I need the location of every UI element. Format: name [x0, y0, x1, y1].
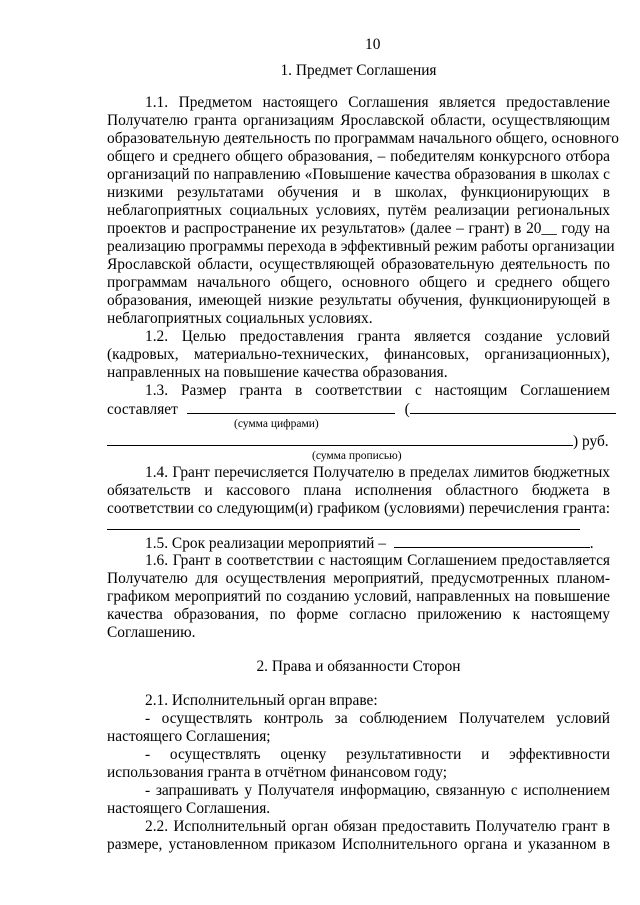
p11-line: Ярославской области, осуществляющей образовательную деятельность по — [107, 256, 610, 273]
p13-label: составляет — [107, 401, 178, 418]
p13-amount-words-row — [107, 432, 609, 452]
p16-line: качества образования, по форме согласно приложению к настоящему — [107, 606, 610, 623]
p12-line: направленных на повышение качества образования. — [107, 364, 448, 381]
hint-words: (сумма прописью) — [312, 450, 402, 462]
p11-line: Получателю гранта организациям Ярославской области, осуществляющим — [107, 112, 610, 129]
p15-row — [145, 534, 594, 554]
p11-line: проектов и распространение их результатов» (далее – грант) в 20__ году на — [107, 220, 610, 237]
p16-line: графиком мероприятий по созданию условий, направленных на повышение — [107, 588, 610, 605]
p11-line: образования, имеющей низкие результаты обучения, функционирующей в — [107, 292, 610, 309]
open-paren: ( — [404, 401, 410, 418]
section-1-title: 1. Предмет Соглашения — [280, 62, 437, 79]
p13-line: 1.3. Размер гранта в соответствии с настоящим Соглашением — [145, 382, 610, 399]
p21-line: - осуществлять оценку результативности и эффективности — [145, 746, 610, 763]
p22-line: 2.2. Исполнительный орган обязан предоставить Получателю грант в — [145, 818, 610, 835]
p11-line: программам начального общего, основного общего и среднего общего — [107, 274, 610, 291]
rub-label: ) руб. — [573, 433, 609, 450]
amount-digits-field-2[interactable] — [410, 400, 616, 414]
p11-line: образовательную деятельность по программам начального общего, основного — [107, 130, 619, 147]
p15-label: 1.5. Срок реализации мероприятий – — [145, 535, 386, 552]
p21-line: настоящего Соглашения. — [107, 800, 271, 817]
p14-line: соответствии со следующим(и) графиком (условиями) перечисления гранта: — [107, 500, 610, 517]
p11-line: общего и среднего общего образования, – победителям конкурсного отбора — [107, 148, 610, 165]
p12-line: (кадровых, материально-технических, финансовых, организационных), — [107, 346, 610, 363]
p16-line: Соглашению. — [107, 624, 196, 641]
amount-words-field[interactable] — [107, 432, 573, 446]
p12-line: 1.2. Целью предоставления гранта является создание условий — [145, 328, 610, 345]
section-2-title: 2. Права и обязанности Сторон — [256, 658, 461, 675]
p14-blank-row — [107, 516, 580, 536]
schedule-field[interactable] — [107, 516, 580, 530]
p16-line: Получателю для осуществления мероприятий, предусмотренных планом- — [107, 570, 610, 587]
p22-line: размере, установленном приказом Исполнительного органа и указанном в — [107, 836, 610, 853]
p11-line: 1.1. Предметом настоящего Соглашения является предоставление — [145, 94, 610, 111]
p11-line: неблагоприятных социальных условиях, путём реализации региональных — [107, 202, 610, 219]
p14-line: 1.4. Грант перечисляется Получателю в пределах лимитов бюджетных — [145, 464, 610, 481]
p11-line: организаций по направлению «Повышение качества образования в школах с — [107, 166, 610, 183]
deadline-field[interactable] — [394, 534, 590, 548]
p11-line: неблагоприятных социальных условиях. — [107, 310, 373, 327]
p21-line: - осуществлять контроль за соблюдением Получателем условий — [145, 710, 610, 727]
p21-line: использования гранта в отчётном финансовом году; — [107, 764, 447, 781]
hint-digits: (сумма цифрами) — [234, 418, 319, 430]
p11-line: реализацию программы перехода в эффективный режим работы организации — [107, 238, 615, 255]
p21-line: - запрашивать у Получателя информацию, связанную с исполнением — [145, 782, 610, 799]
p11-line: низкими результатами обучения и в школах, функционирующих в — [107, 184, 610, 201]
p14-line: обязательств и кассового плана исполнения областного бюджета в — [107, 482, 610, 499]
p13-amount-digits-row — [107, 400, 616, 420]
p21-line: 2.1. Исполнительный орган вправе: — [145, 692, 378, 709]
page-number: 10 — [365, 36, 381, 53]
p16-line: 1.6. Грант в соответствии с настоящим Соглашением предоставляется — [145, 552, 610, 569]
p15-end: . — [589, 535, 594, 552]
p21-line: настоящего Соглашения; — [107, 728, 271, 745]
amount-digits-field[interactable] — [187, 400, 395, 414]
